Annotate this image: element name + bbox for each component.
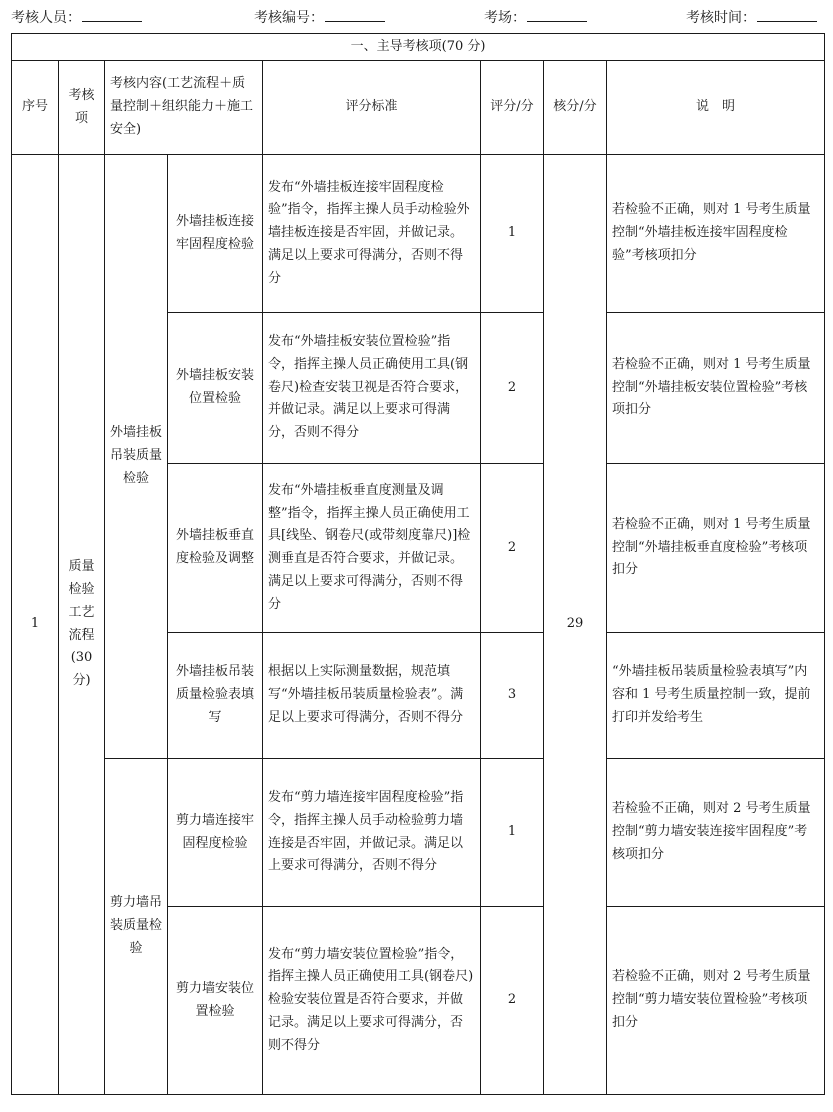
scoring-criteria: 发布“外墙挂板连接牢固程度检验”指令，指挥主操人员手动检验外墙挂板连接是否牢固，并做记录。满足以上要求可得满分，否则不得分	[263, 155, 481, 313]
scoring-criteria: 发布“剪力墙安装位置检验”指令，指挥主操人员正确使用工具(钢卷尺)检验安装位置是否符合要求，并做记录。满足以上要求可得满分，否则不得分	[263, 907, 481, 1095]
score-value: 3	[481, 633, 544, 759]
table-row	[12, 759, 825, 907]
venue-field	[484, 7, 587, 27]
examiner-label: 考核人员：	[11, 10, 81, 26]
section-name: 外墙挂板吊装质量检验	[105, 155, 168, 759]
col-header-score: 评分/分	[481, 61, 544, 155]
score-value: 1	[481, 155, 544, 313]
col-header-criteria: 评分标准	[263, 61, 481, 155]
check-total: 29	[544, 155, 607, 1095]
scoring-criteria: 发布“外墙挂板安装位置检验”指令，指挥主操人员正确使用工具(钢卷尺)检查安装卫视是否符合要求，并做记录。满足以上要求可得满分，否则不得分	[263, 313, 481, 464]
score-value: 1	[481, 759, 544, 907]
section-name: 剪力墙吊装质量检验	[105, 759, 168, 1095]
table-row	[12, 155, 825, 313]
exam-number-blank[interactable]	[325, 7, 385, 22]
examiner-blank[interactable]	[82, 7, 142, 22]
row-note: 若检验不正确，则对 2 号考生质量控制“剪力墙安装连接牢固程度”考核项扣分	[607, 759, 825, 907]
exam-number-label: 考核编号：	[254, 10, 324, 26]
scoring-criteria: 发布“剪力墙连接牢固程度检验”指令，指挥主操人员手动检验剪力墙连接是否牢固，并做记录。满足以上要求可得满分，否则不得分	[263, 759, 481, 907]
exam-time-field	[686, 7, 817, 27]
task-name: 外墙挂板连接牢固程度检验	[168, 155, 263, 313]
scoring-criteria: 根据以上实际测量数据，规范填写“外墙挂板吊装质量检验表”。满足以上要求可得满分，否则不得分	[263, 633, 481, 759]
task-name: 外墙挂板垂直度检验及调整	[168, 464, 263, 633]
assessment-table	[11, 33, 825, 1095]
task-name: 剪力墙安装位置检验	[168, 907, 263, 1095]
row-note: 若检验不正确，则对 1 号考生质量控制“外墙挂板垂直度检验”考核项扣分	[607, 464, 825, 633]
row-index: 1	[12, 155, 59, 1095]
venue-blank[interactable]	[527, 7, 587, 22]
col-header-notes: 说 明	[607, 61, 825, 155]
exam-number-field	[254, 7, 385, 27]
score-value: 2	[481, 907, 544, 1095]
row-note: 若检验不正确，则对 1 号考生质量控制“外墙挂板安装位置检验”考核项扣分	[607, 313, 825, 464]
exam-header	[0, 0, 833, 34]
exam-time-label: 考核时间：	[686, 10, 756, 26]
row-note: 若检验不正确，则对 1 号考生质量控制“外墙挂板连接牢固程度检验”考核项扣分	[607, 155, 825, 313]
col-header-item: 考核项	[59, 61, 105, 155]
row-note: “外墙挂板吊装质量检验表填写”内容和 1 号考生质量控制一致，提前打印并发给考生	[607, 633, 825, 759]
scoring-criteria: 发布“外墙挂板垂直度测量及调整”指令，指挥主操人员正确使用工具[线坠、钢卷尺(或带刻度靠尺)]检测垂直是否符合要求，并做记录。满足以上要求可得满分，否则不得分	[263, 464, 481, 633]
score-value: 2	[481, 464, 544, 633]
row-item: 质量检验工艺流程(30 分)	[59, 155, 105, 1095]
score-value: 2	[481, 313, 544, 464]
exam-time-blank[interactable]	[757, 7, 817, 22]
row-note: 若检验不正确，则对 2 号考生质量控制“剪力墙安装位置检验”考核项扣分	[607, 907, 825, 1095]
table-header-row	[12, 61, 825, 155]
examiner-field	[11, 7, 142, 27]
col-header-index: 序号	[12, 61, 59, 155]
task-name: 剪力墙连接牢固程度检验	[168, 759, 263, 907]
task-name: 外墙挂板安装位置检验	[168, 313, 263, 464]
col-header-content: 考核内容(工艺流程＋质量控制＋组织能力＋施工安全)	[105, 61, 263, 155]
table-caption: 一、主导考核项(70 分)	[12, 34, 825, 61]
col-header-check: 核分/分	[544, 61, 607, 155]
venue-label: 考场：	[484, 10, 526, 26]
task-name: 外墙挂板吊装质量检验表填写	[168, 633, 263, 759]
